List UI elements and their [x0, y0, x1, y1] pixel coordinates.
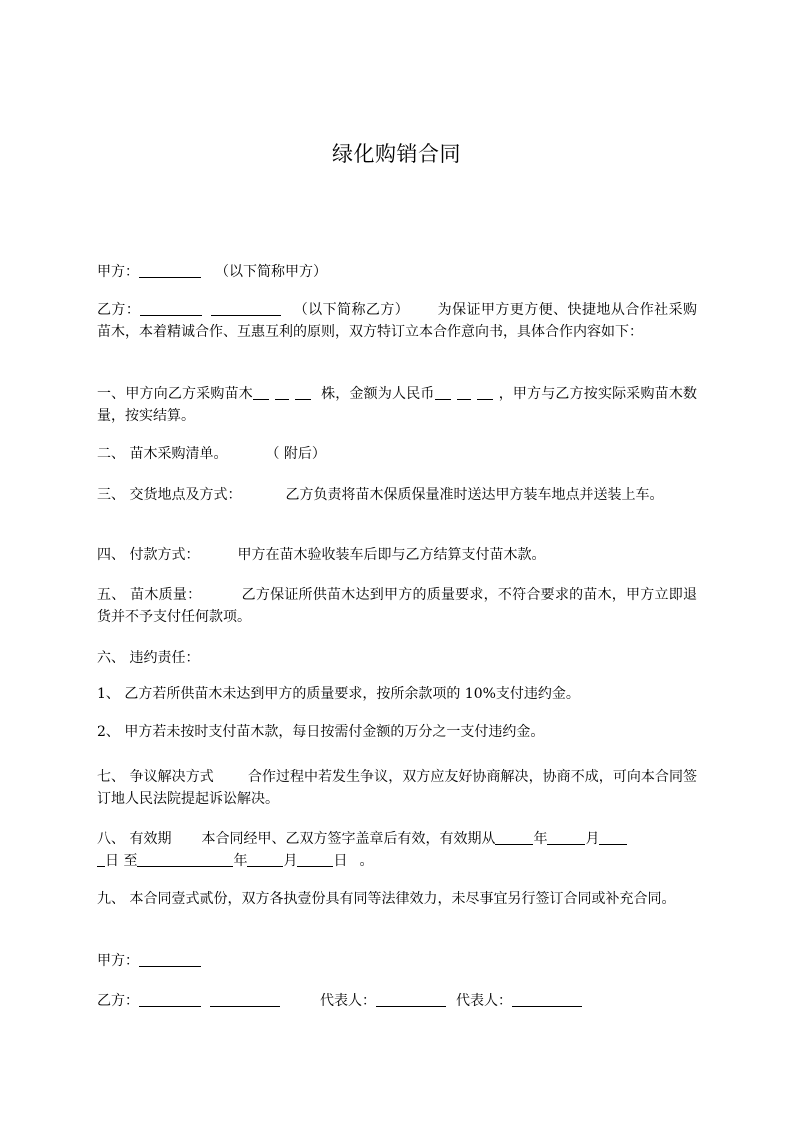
- clause-8-day: 日: [105, 853, 119, 869]
- clause-4-label: 四、 付款方式：: [97, 547, 200, 563]
- clause-8-end-month: 月: [283, 853, 298, 869]
- party-b-suffix: （以下简称乙方）: [293, 302, 410, 318]
- clause-8-year: 年: [533, 831, 548, 847]
- clause-2-label: 二、 苗木采购清单。: [97, 446, 228, 462]
- party-b-paragraph: [97, 299, 697, 343]
- clause-6-item-2: 2、 甲方若未按时支付苗木款，每日按需付金额的万分之一支付违约金。: [97, 724, 545, 740]
- clause-1-b: 株，金额为人民币: [320, 386, 435, 402]
- clause-7: [97, 766, 697, 810]
- signature-party-a-label: 甲方：: [97, 953, 139, 969]
- clause-8-month: 月: [585, 831, 600, 847]
- party-b-blank-2: [211, 301, 281, 316]
- clause-2: [97, 443, 697, 465]
- clause-4: [97, 544, 697, 566]
- clause-1: [97, 383, 697, 427]
- signature-party-a-blank: [139, 952, 201, 967]
- clause-8: [97, 828, 697, 872]
- clause-7-label: 七、 争议解决方式: [97, 769, 214, 785]
- clause-7-text: 合作过程中若发生争议，双方应友好协商解决，协商不成，可向本合同签订地人民法院提起诉讼解决。: [97, 769, 698, 807]
- clause-8-label: 八、 有效期: [97, 831, 172, 847]
- signature-party-a: [97, 950, 697, 972]
- representative-1-label: 代表人：: [320, 993, 376, 1009]
- clause-1-c: ，甲方与乙方按实际采购苗木数量，按实结算。: [97, 386, 698, 424]
- clause-5-text: 乙方保证所供苗木达到甲方的质量要求，不符合要求的苗木，甲方立即退货并不予支付任何款项。: [97, 587, 697, 625]
- clause-8-end-day: 日: [333, 853, 348, 869]
- clause-8-end-year: 年: [233, 853, 248, 869]
- party-a-blank: [139, 263, 201, 278]
- party-a-line: [97, 261, 697, 283]
- clause-2-note: （ 附后）: [265, 446, 326, 462]
- clause-1-a: 一、甲方向乙方采购苗木: [97, 386, 253, 402]
- party-a-suffix: （以下简称甲方）: [215, 264, 327, 280]
- clause-5-label: 五、 苗木质量：: [97, 587, 202, 603]
- clause-6-item-1: 1、 乙方若所供苗木未达到甲方的质量要求，按所余款项的 10%支付违约金。: [97, 686, 580, 702]
- signature-party-b-label: 乙方：: [97, 993, 139, 1009]
- signature-party-b: [97, 990, 697, 1012]
- page-title: 绿化购销合同: [332, 142, 461, 166]
- clause-9: 九、 本合同壹式贰份，双方各执壹份具有同等法律效力，未尽事宜另行签订合同或补充合同。: [97, 891, 676, 907]
- clause-8-text: 本合同经甲、乙双方签字盖章后有效，有效期从: [201, 831, 496, 847]
- party-a-label: 甲方：: [97, 264, 139, 280]
- clause-5: [97, 584, 697, 628]
- clause-8-end: 。: [359, 853, 374, 869]
- clause-3-label: 三、 交货地点及方式：: [97, 487, 242, 503]
- representative-2-label: 代表人：: [456, 993, 512, 1009]
- party-b-text: 为保证甲方更方便、快捷地从合作社采购苗木，本着精诚合作、互惠互利的原则，双方特订立本合作意向书，具体合作内容如下：: [97, 302, 698, 340]
- party-b-blank-1: [140, 301, 202, 316]
- clause-8-to: 至: [123, 853, 138, 869]
- party-b-label: 乙方：: [97, 302, 141, 318]
- clause-6: 六、 违约责任：: [97, 650, 200, 666]
- clause-4-text: 甲方在苗木验收装车后即与乙方结算支付苗木款。: [237, 547, 546, 563]
- clause-3-text: 乙方负责将苗木保质保量准时送达甲方装车地点并送装上车。: [285, 487, 664, 503]
- clause-3: [97, 484, 697, 506]
